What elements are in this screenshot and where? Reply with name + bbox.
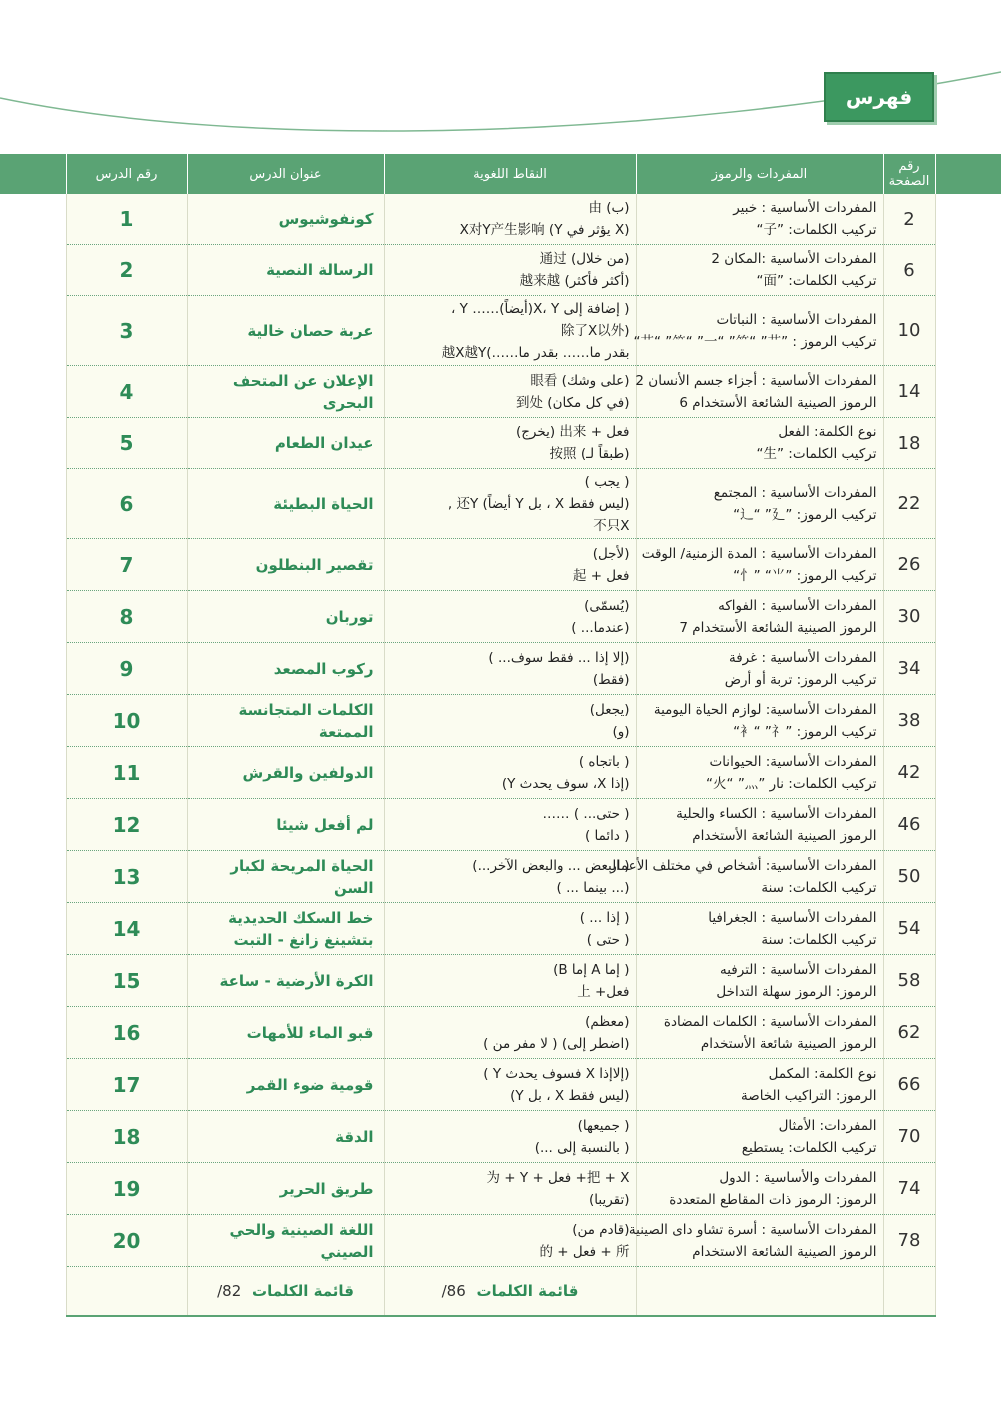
lesson-number: 18: [66, 1111, 187, 1163]
vocab-cell: [636, 1059, 883, 1111]
grammar-line: (طبقاً لـ) 按照: [549, 446, 630, 462]
grammar-cell: [384, 591, 636, 643]
svg-text:.........: .........: [373, 127, 388, 133]
lesson-title[interactable]: خط السكك الحديدية بتشينغ زانغ - التبت: [187, 903, 384, 955]
vocab-line: المفردات الأساسية : النباتات: [716, 311, 877, 328]
vocab-line: المفردات الأساسية : خبير: [733, 200, 877, 216]
grammar-cell: [384, 194, 636, 245]
lesson-number: 3: [66, 296, 187, 366]
grammar-line: ( بالنسبة إلى ...): [534, 1139, 630, 1156]
row-gutter-right: [935, 418, 1001, 469]
row-gutter-left: [0, 1007, 66, 1059]
footer-word-list-page: 86/: [441, 1282, 466, 1300]
table-row[interactable]: [0, 1007, 1001, 1059]
vocab-cell: [633, 296, 883, 366]
vocab-line: تركيب الكلمات: ”面“: [756, 273, 877, 289]
grammar-line: (除了X以外: [560, 322, 630, 339]
table-row[interactable]: [0, 747, 1001, 799]
grammar-cell: [384, 851, 636, 903]
lesson-title[interactable]: توربان: [187, 591, 384, 643]
page-number: 78: [883, 1215, 935, 1267]
row-gutter-right: [935, 1163, 1001, 1215]
page-number: 34: [883, 643, 935, 695]
grammar-line: (يُسمّى): [584, 597, 630, 614]
lesson-number: 1: [66, 194, 187, 245]
lesson-title[interactable]: الكلمات المتجانسة الممتعة: [187, 695, 384, 747]
row-gutter-right: [935, 851, 1001, 903]
grammar-cell: [384, 539, 636, 591]
footer-title-word-list[interactable]: [187, 1267, 384, 1317]
table-row[interactable]: [0, 1215, 1001, 1267]
vocab-line: المفردات الأساسية: لوازم الحياة اليومية: [653, 701, 877, 718]
lesson-number: 13: [66, 851, 187, 903]
grammar-line: (ليس فقط X ، بل Y): [510, 1087, 630, 1104]
page-number: 66: [883, 1059, 935, 1111]
page-number: 70: [883, 1111, 935, 1163]
grammar-line: (لأجل): [592, 545, 630, 562]
grammar-line: (على وشك) 眼看: [530, 372, 630, 389]
vocab-line: نوع الكلمة: المكمل: [768, 1065, 877, 1082]
table-row[interactable]: [0, 695, 1001, 747]
vocab-line: الرموز الصينية الشائعة الاستخدام: [692, 1243, 877, 1260]
vocab-line: تركيب الرموز: تربة أو أرض: [724, 671, 877, 688]
grammar-line: فعل+ 上: [577, 983, 630, 1000]
vocab-cell: [636, 1163, 883, 1215]
grammar-line: (تقريبا): [588, 1191, 630, 1208]
row-gutter-right: [935, 1059, 1001, 1111]
grammar-cell: [384, 1059, 636, 1111]
lesson-title[interactable]: ركوب المصعد: [187, 643, 384, 695]
lesson-title[interactable]: الدولفين والقرش: [187, 747, 384, 799]
lesson-number: 17: [66, 1059, 187, 1111]
grammar-cell: [384, 903, 636, 955]
row-gutter-left: [0, 747, 66, 799]
vocab-line: الرموز: الرموز ذات المقاطع المتعددة: [669, 1191, 877, 1208]
row-gutter-right: [935, 296, 1001, 366]
table-row[interactable]: [0, 643, 1001, 695]
vocab-line: تركيب الرموز : ”艹“ ”⺮“ ”一“ ”⺮“ ”艹“: [633, 333, 877, 350]
vocab-cell: [636, 194, 883, 245]
row-gutter-right: [935, 695, 1001, 747]
page-number: 30: [883, 591, 935, 643]
contents-table-container: [0, 154, 1001, 1317]
vocab-line: تركيب الكلمات: نار ”火“ ”灬“: [706, 775, 877, 792]
header-gutter-right: [935, 154, 1001, 194]
grammar-line: (عندما... ): [571, 619, 630, 636]
grammar-cell: [384, 1163, 636, 1215]
grammar-line: فعل + 起: [572, 567, 630, 584]
vocab-cell: [636, 747, 883, 799]
lesson-title[interactable]: كونفوشيوس: [187, 194, 384, 245]
footer-row: [0, 1267, 1001, 1317]
vocab-line: المفردات الأساسية :المكان 2: [711, 251, 877, 267]
vocab-cell: [628, 1215, 883, 1267]
page-number: 62: [883, 1007, 935, 1059]
vocab-line: المفردات والأساسية : الدول: [719, 1169, 877, 1186]
vocab-line: المفردات الأساسية : أسرة تشاو داى الصينية: [628, 1221, 877, 1238]
lesson-title[interactable]: طريق الحرير: [187, 1163, 384, 1215]
footer-grammar-word-list[interactable]: [384, 1267, 636, 1317]
lesson-number: 12: [66, 799, 187, 851]
lesson-number: 8: [66, 591, 187, 643]
grammar-line: (إلا إذا ... فقط سوف... ): [488, 649, 630, 666]
grammar-line: (إذا X، سوف يحدث Y): [501, 775, 630, 792]
grammar-cell: [384, 469, 636, 539]
lesson-title[interactable]: عربة حصان خالية: [187, 296, 384, 366]
vocab-cell: [636, 955, 883, 1007]
row-gutter-right: [935, 955, 1001, 1007]
vocab-line: الرموز: الرموز سهلة التداخل: [716, 983, 877, 1000]
row-gutter-left: [0, 591, 66, 643]
vocab-line: تركيب الكلمات: سنة: [761, 879, 877, 896]
vocab-line: الرموز الصينية الشائعة الأستخدام: [692, 827, 877, 844]
page-number: 38: [883, 695, 935, 747]
vocab-line: المفردات الأساسية : الفواكه: [718, 597, 877, 614]
page-number: 58: [883, 955, 935, 1007]
page-number: 54: [883, 903, 935, 955]
table-row[interactable]: [0, 418, 1001, 469]
row-gutter-left: [0, 296, 66, 366]
grammar-line: (اضطر إلى) ( لا مفر من ): [483, 1035, 630, 1052]
vocab-line: تركيب الكلمات: ”生“: [756, 446, 877, 462]
vocab-line: تركيب الكلمات: سنة: [761, 931, 877, 948]
row-gutter-left: [0, 695, 66, 747]
table-row[interactable]: [0, 1059, 1001, 1111]
header-grammar: النقاط اللغوية: [384, 154, 636, 194]
footer-gutter-right: [935, 1267, 1001, 1317]
lesson-number: 19: [66, 1163, 187, 1215]
table-header: [0, 154, 1001, 194]
lesson-number: 4: [66, 366, 187, 418]
header-page-number: رقم الصفحة: [883, 154, 935, 194]
row-gutter-right: [935, 1111, 1001, 1163]
lesson-number: 15: [66, 955, 187, 1007]
vocab-line: تركيب الرموز: ”⺌“ ”忄“: [733, 567, 877, 584]
vocab-cell: [636, 1007, 883, 1059]
row-gutter-left: [0, 1059, 66, 1111]
grammar-line: (أكثر فأكثر) 越来越: [519, 273, 630, 289]
page-number: 50: [883, 851, 935, 903]
footer-empty-vocab: [636, 1267, 883, 1317]
vocab-line: المفردات الأساسية: الحيوانات: [709, 753, 877, 770]
grammar-line: (ليس فقط X ، بل Y أيضاً) 还Y ,: [447, 495, 630, 512]
vocab-line: المفردات الأساسية : أجزاء جسم الأنسان 2: [635, 372, 877, 389]
row-gutter-right: [935, 643, 1001, 695]
footer-word-list-label: قائمة الكلمات: [252, 1282, 354, 1300]
page-number: 6: [883, 245, 935, 296]
row-gutter-right: [935, 469, 1001, 539]
vocab-cell: [636, 539, 883, 591]
vocab-line: الرموز: التراكيب الخاصة: [741, 1087, 877, 1104]
vocab-line: الرموز الصينية شائعة الأستخدام: [700, 1035, 877, 1052]
table-row[interactable]: [0, 245, 1001, 296]
grammar-line: (و): [612, 723, 630, 740]
grammar-line: 把 + X+ فعل + 为 + Y: [486, 1169, 630, 1186]
vocab-cell: [636, 903, 883, 955]
row-gutter-right: [935, 747, 1001, 799]
row-gutter-right: [935, 366, 1001, 418]
row-gutter-left: [0, 1215, 66, 1267]
lesson-number: 7: [66, 539, 187, 591]
vocab-line: نوع الكلمة: الفعل: [778, 424, 877, 440]
vocab-line: الرموز الصينية الشائعة الأستخدام 6: [679, 394, 877, 411]
row-gutter-left: [0, 1163, 66, 1215]
grammar-cell: [384, 1007, 636, 1059]
grammar-line: ( إضافة إلى X، Y(أيضاً)…… Y ،: [451, 300, 630, 317]
lesson-title[interactable]: الإعلان عن المتحف البحرى: [187, 366, 384, 418]
grammar-line: ( دائما ): [584, 827, 630, 844]
row-gutter-right: [935, 591, 1001, 643]
lesson-number: 20: [66, 1215, 187, 1267]
row-gutter-right: [935, 1215, 1001, 1267]
grammar-line: (في كل مكان) 到处: [516, 394, 630, 411]
lesson-number: 5: [66, 418, 187, 469]
vocab-cell: [636, 418, 883, 469]
footer-empty-page: [883, 1267, 935, 1317]
table-row[interactable]: [0, 194, 1001, 245]
row-gutter-left: [0, 851, 66, 903]
grammar-line: (إلاإذا X فسوف يحدث Y ): [483, 1065, 630, 1082]
page-number: 10: [883, 296, 935, 366]
row-gutter-left: [0, 955, 66, 1007]
vocab-cell: [610, 851, 883, 903]
vocab-line: المفردات الأساسية : الجغرافيا: [708, 909, 877, 926]
vocab-line: المفردات: الأمثال: [778, 1117, 877, 1134]
row-gutter-left: [0, 469, 66, 539]
grammar-cell: [384, 418, 636, 469]
grammar-cell: [384, 695, 636, 747]
row-gutter-left: [0, 799, 66, 851]
table-row[interactable]: [0, 851, 1001, 903]
grammar-cell: [384, 1215, 636, 1267]
row-gutter-left: [0, 643, 66, 695]
vocab-line: المفردات الأساسية : غرفة: [728, 649, 877, 666]
vocab-line: تركيب الكلمات: ”子“: [756, 222, 877, 238]
page-number: 18: [883, 418, 935, 469]
vocab-line: الرموز الصينية الشائعة الأستخدام 7: [679, 619, 877, 636]
table-row[interactable]: [0, 955, 1001, 1007]
grammar-cell: [384, 296, 636, 366]
vocab-cell: [636, 695, 883, 747]
header-vocab: المفردات والرموز: [636, 154, 883, 194]
row-gutter-left: [0, 903, 66, 955]
table-row[interactable]: [0, 296, 1001, 366]
table-row[interactable]: [0, 539, 1001, 591]
row-gutter-right: [935, 799, 1001, 851]
row-gutter-right: [935, 245, 1001, 296]
lesson-title[interactable]: اللغة الصينية والحي الصيني: [187, 1215, 384, 1267]
footer-empty-number: [66, 1267, 187, 1317]
grammar-line: ( باتجاه ): [578, 753, 630, 770]
lesson-title[interactable]: الدقة: [187, 1111, 384, 1163]
grammar-line: (من خلال) 通过: [539, 251, 630, 267]
page-number: 22: [883, 469, 935, 539]
lesson-title[interactable]: الحياة البطيئة: [187, 469, 384, 539]
grammar-line: فعل + 出来 (يخرج): [515, 424, 630, 440]
footer-word-list-label: قائمة الكلمات: [476, 1282, 579, 1300]
lesson-title[interactable]: الكرة الأرضية - ساعة: [187, 955, 384, 1007]
lesson-title[interactable]: تقصير البنطلون: [187, 539, 384, 591]
table-row[interactable]: [0, 366, 1001, 418]
row-gutter-left: [0, 245, 66, 296]
grammar-line: ( إما A إما B): [553, 961, 630, 978]
row-gutter-left: [0, 1111, 66, 1163]
grammar-cell: [384, 1111, 636, 1163]
table-row[interactable]: [0, 1111, 1001, 1163]
grammar-line: ( البعض ... والبعض الآخر...): [472, 857, 630, 874]
table-row[interactable]: [0, 799, 1001, 851]
footer-gutter-left: [0, 1267, 66, 1317]
table-row[interactable]: [0, 469, 1001, 539]
vocab-line: تركيب الرموز: ”衤“ ”礻“: [733, 723, 877, 740]
vocab-cell: [636, 245, 883, 296]
grammar-line: بقدر ما…… بقدر ما……)越X越Y: [441, 344, 630, 361]
grammar-line: ( حتى... ) ……: [542, 805, 630, 822]
lesson-number: 2: [66, 245, 187, 296]
vocab-cell: [636, 643, 883, 695]
grammar-line: ( جميعها): [577, 1117, 630, 1134]
vocab-line: المفردات الأساسية: أشخاص في مختلف الأعمار: [610, 857, 877, 874]
vocab-line: المفردات الأساسية : الترفيه: [720, 961, 877, 978]
grammar-cell: [384, 366, 636, 418]
row-gutter-left: [0, 539, 66, 591]
lesson-number: 9: [66, 643, 187, 695]
row-gutter-right: [935, 539, 1001, 591]
grammar-line: (معظم): [585, 1013, 630, 1030]
row-gutter-left: [0, 194, 66, 245]
grammar-cell: [384, 955, 636, 1007]
vocab-line: تركيب الكلمات: يستطيع: [741, 1139, 877, 1156]
vocab-line: المفردات الأساسية : الكلمات المضادة: [663, 1013, 877, 1030]
grammar-cell: [384, 747, 636, 799]
lesson-number: 14: [66, 903, 187, 955]
page-number: 42: [883, 747, 935, 799]
lesson-number: 10: [66, 695, 187, 747]
grammar-line: (قادم من): [572, 1221, 630, 1238]
lesson-title[interactable]: عيدان الطعام: [187, 418, 384, 469]
vocab-line: المفردات الأساسية : المجتمع: [713, 484, 877, 501]
lesson-title[interactable]: لم أفعل شيئا: [187, 799, 384, 851]
vocab-line: المفردات الأساسية : الكساء والحلية: [676, 805, 877, 822]
grammar-line: (ب) 由: [588, 200, 630, 216]
page-number: 46: [883, 799, 935, 851]
lesson-title[interactable]: الحياة المريحة لكبار السن: [187, 851, 384, 903]
vocab-cell: [636, 591, 883, 643]
page-number: 2: [883, 194, 935, 245]
page-number: 26: [883, 539, 935, 591]
header-gutter-left: [0, 154, 66, 194]
table-row[interactable]: [0, 591, 1001, 643]
vocab-cell: [636, 1111, 883, 1163]
row-gutter-left: [0, 418, 66, 469]
row-gutter-right: [935, 1007, 1001, 1059]
vocab-line: تركيب الرموز: ”辶“ ”廴“: [733, 506, 877, 523]
lesson-title[interactable]: الرسالة النصية: [187, 245, 384, 296]
grammar-line: 不只X: [593, 517, 630, 534]
grammar-line: (فقط): [592, 671, 630, 688]
grammar-cell: [384, 245, 636, 296]
table-row[interactable]: [0, 903, 1001, 955]
row-gutter-right: [935, 194, 1001, 245]
grammar-line: 所 + فعل + 的: [539, 1243, 630, 1260]
grammar-line: (... بينما ... ): [556, 879, 630, 896]
header-lesson-title: عنوان الدرس: [187, 154, 384, 194]
grammar-line: ( إذا ... ): [579, 909, 630, 926]
row-gutter-left: [0, 366, 66, 418]
grammar-line: ( حتى ): [586, 931, 630, 948]
grammar-cell: [384, 799, 636, 851]
grammar-cell: [384, 643, 636, 695]
lesson-title[interactable]: قبو الماء للأمهات: [187, 1007, 384, 1059]
grammar-line: (يجعل): [589, 701, 630, 718]
lesson-number: 11: [66, 747, 187, 799]
vocab-cell: [636, 799, 883, 851]
row-gutter-right: [935, 903, 1001, 955]
grammar-line: ( يجب ): [584, 473, 630, 490]
vocab-line: المفردات الأساسية : المدة الزمنية/ الوقت: [641, 545, 877, 562]
lesson-number: 6: [66, 469, 187, 539]
grammar-line: (X يؤثر في Y) X对Y产生影响: [459, 222, 630, 238]
page-number: 14: [883, 366, 935, 418]
page-title: فهرس: [824, 72, 934, 122]
header-lesson-number: رقم الدرس: [66, 154, 187, 194]
page-number: 74: [883, 1163, 935, 1215]
footer-word-list-page: 82/: [217, 1282, 242, 1300]
lesson-number: 16: [66, 1007, 187, 1059]
table-row[interactable]: [0, 1163, 1001, 1215]
contents-table: [0, 154, 1001, 1317]
vocab-cell: [636, 366, 883, 418]
lesson-title[interactable]: قومية ضوء القمر: [187, 1059, 384, 1111]
vocab-cell: [636, 469, 883, 539]
